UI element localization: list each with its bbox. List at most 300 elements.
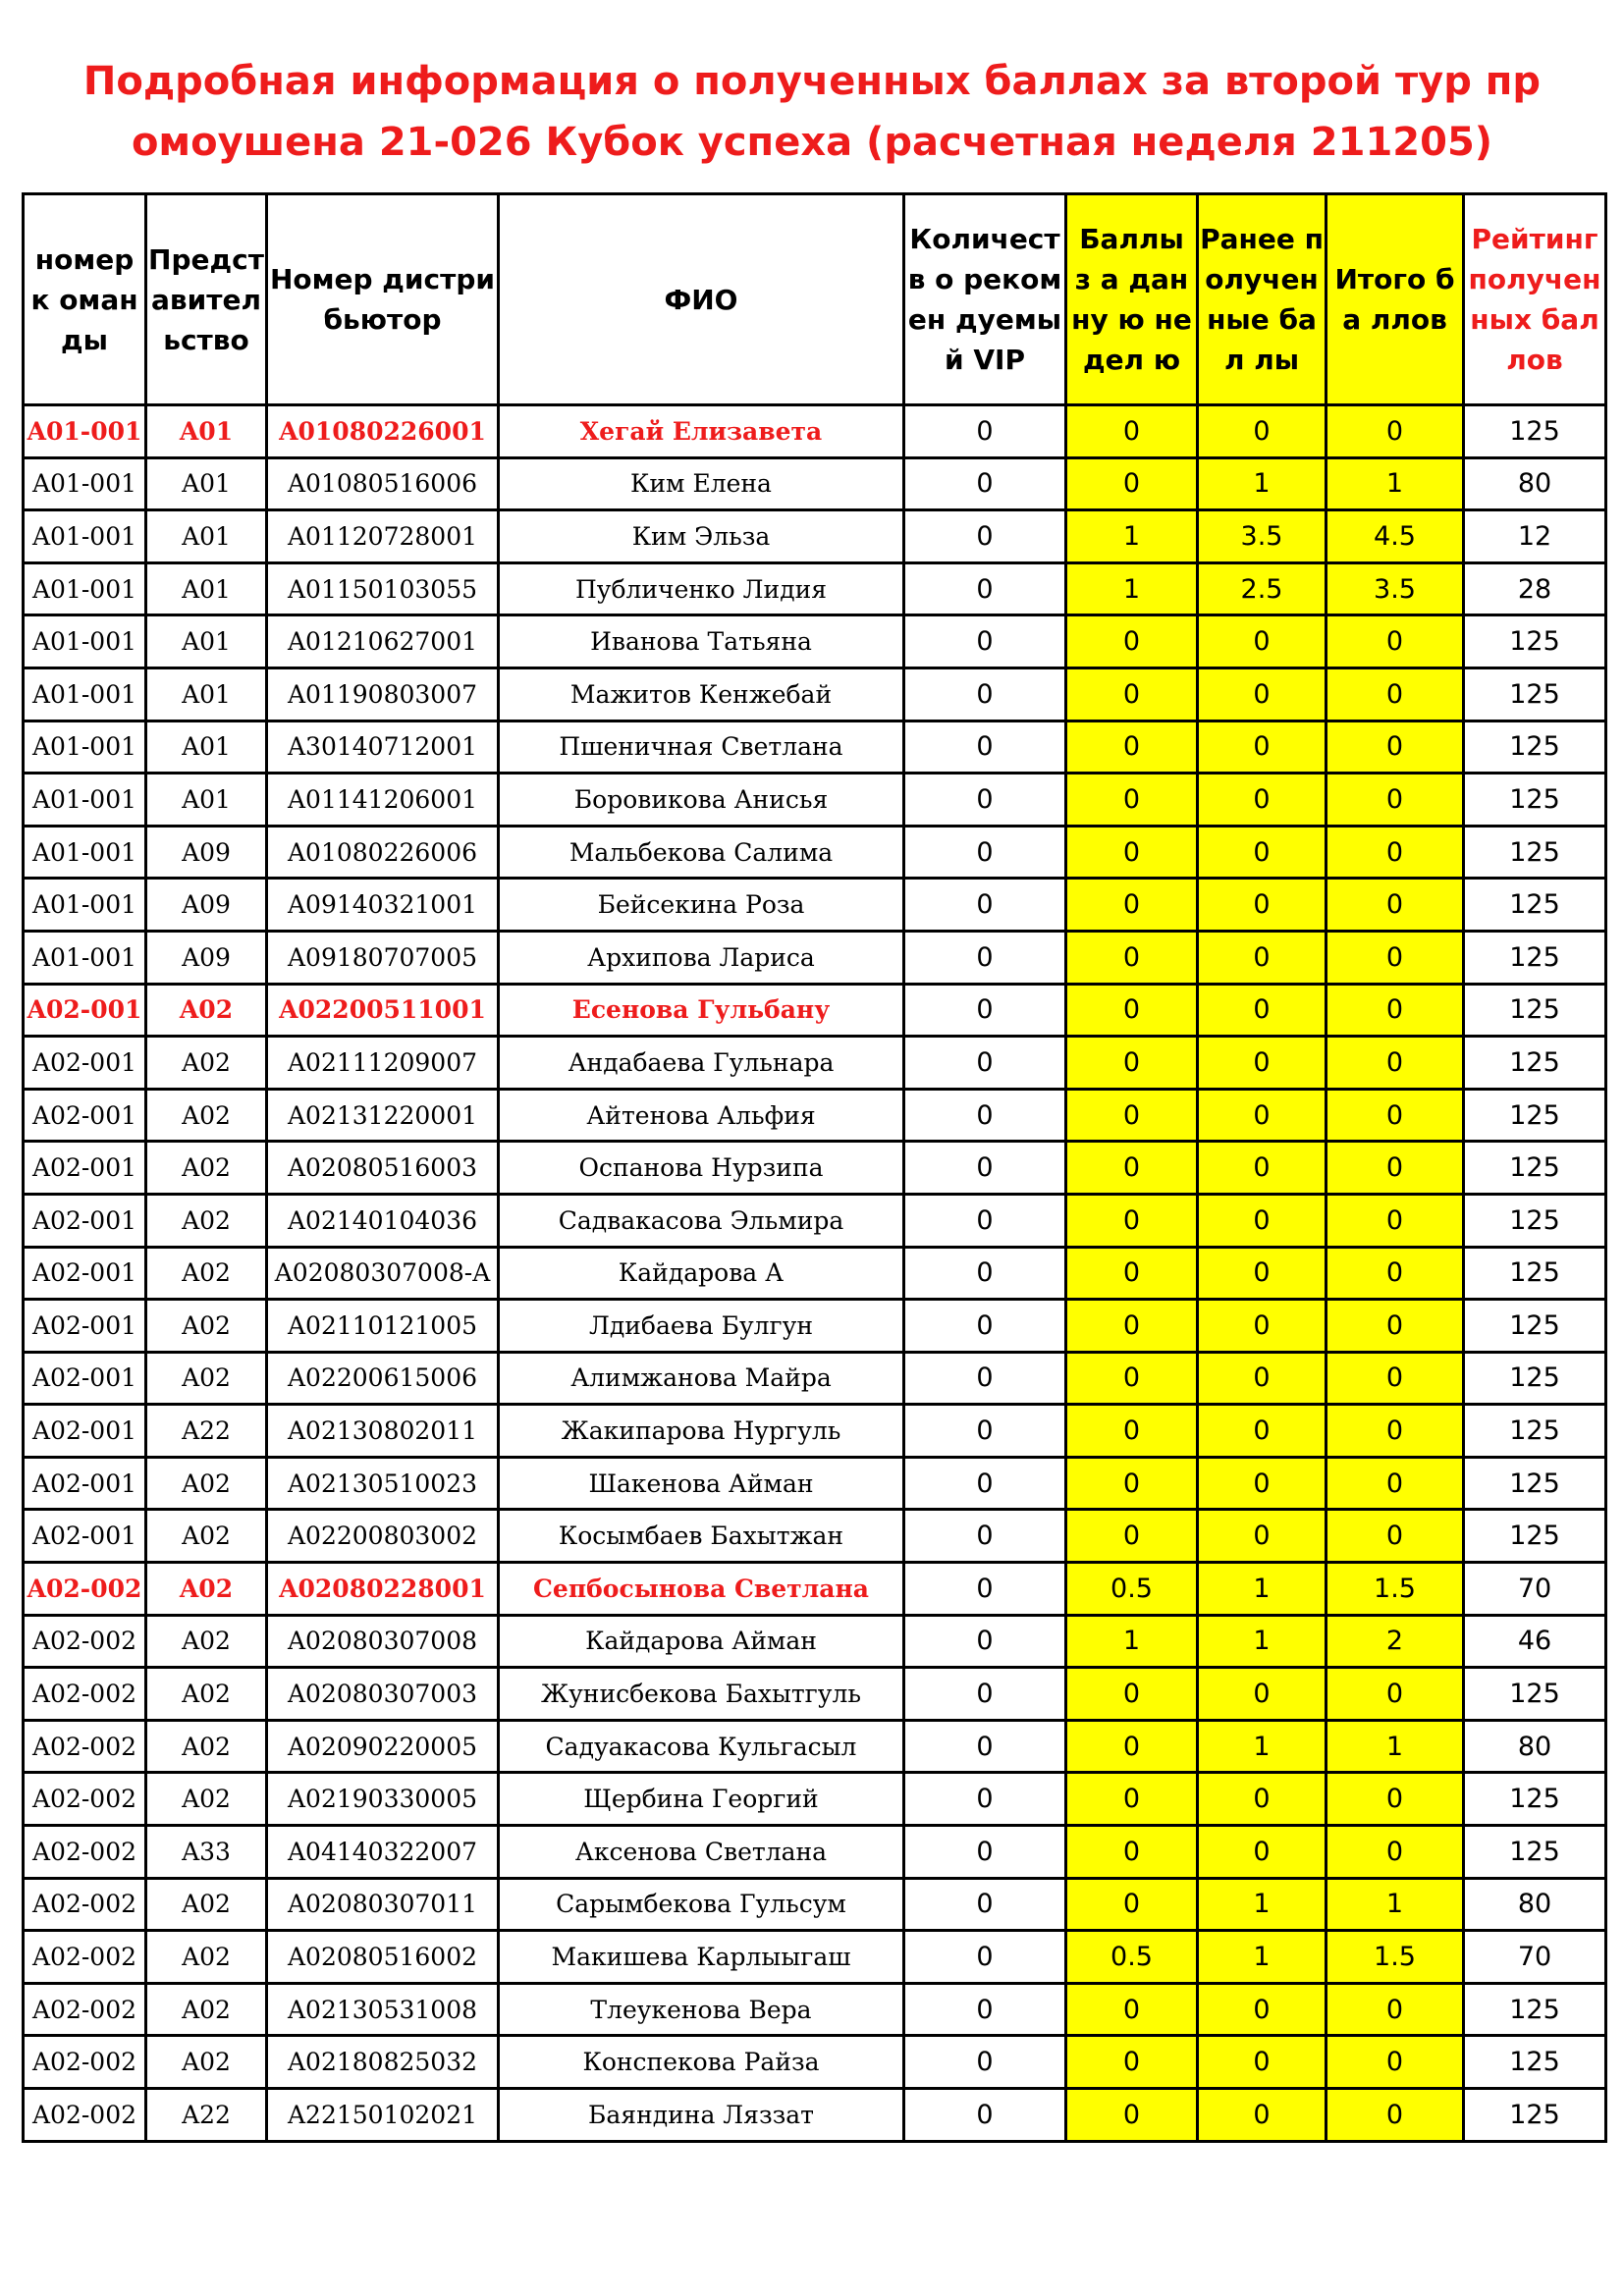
cell-previous-points: 1 bbox=[1198, 1720, 1326, 1773]
cell-full-name: Аксенова Светлана bbox=[499, 1826, 904, 1879]
cell-office: A01 bbox=[146, 510, 267, 563]
cell-team-number: A01-001 bbox=[24, 931, 146, 984]
cell-previous-points: 0 bbox=[1198, 1300, 1326, 1353]
cell-week-points: 0.5 bbox=[1066, 1931, 1198, 1984]
cell-vip-count: 0 bbox=[904, 1457, 1066, 1510]
cell-rating: 80 bbox=[1464, 1720, 1606, 1773]
header-previous-points: Ранее п олучен ные бал лы bbox=[1198, 194, 1326, 405]
cell-vip-count: 0 bbox=[904, 879, 1066, 932]
cell-full-name: Айтенова Альфия bbox=[499, 1089, 904, 1142]
cell-previous-points: 0 bbox=[1198, 1352, 1326, 1405]
table-row bbox=[24, 774, 1606, 827]
cell-team-number: A02-001 bbox=[24, 1300, 146, 1353]
cell-rating: 125 bbox=[1464, 1089, 1606, 1142]
cell-rating: 125 bbox=[1464, 667, 1606, 721]
cell-total-points: 0 bbox=[1326, 826, 1464, 879]
cell-office: A01 bbox=[146, 457, 267, 510]
cell-team-number: A02-002 bbox=[24, 1615, 146, 1668]
cell-vip-count: 0 bbox=[904, 1668, 1066, 1721]
cell-week-points: 0 bbox=[1066, 1300, 1198, 1353]
cell-office: A02 bbox=[146, 1247, 267, 1300]
cell-previous-points: 0 bbox=[1198, 615, 1326, 668]
cell-total-points: 0 bbox=[1326, 2089, 1464, 2142]
cell-previous-points: 0 bbox=[1198, 1037, 1326, 1090]
cell-week-points: 1 bbox=[1066, 562, 1198, 615]
cell-week-points: 0 bbox=[1066, 457, 1198, 510]
cell-full-name: Лдибаева Булгун bbox=[499, 1300, 904, 1353]
cell-vip-count: 0 bbox=[904, 826, 1066, 879]
cell-vip-count: 0 bbox=[904, 931, 1066, 984]
cell-distributor-number: A02080516003 bbox=[267, 1142, 499, 1195]
cell-office: A33 bbox=[146, 1826, 267, 1879]
cell-team-number: A02-002 bbox=[24, 1983, 146, 2036]
cell-total-points: 3.5 bbox=[1326, 562, 1464, 615]
cell-vip-count: 0 bbox=[904, 774, 1066, 827]
cell-total-points: 1 bbox=[1326, 1878, 1464, 1931]
cell-distributor-number: A01080516006 bbox=[267, 457, 499, 510]
cell-rating: 125 bbox=[1464, 1457, 1606, 1510]
cell-vip-count: 0 bbox=[904, 1089, 1066, 1142]
cell-rating: 80 bbox=[1464, 1878, 1606, 1931]
cell-week-points: 0 bbox=[1066, 615, 1198, 668]
cell-vip-count: 0 bbox=[904, 1247, 1066, 1300]
cell-week-points: 0.5 bbox=[1066, 1563, 1198, 1616]
cell-full-name: Мажитов Кенжебай bbox=[499, 667, 904, 721]
cell-rating: 125 bbox=[1464, 1405, 1606, 1458]
cell-distributor-number: A01080226001 bbox=[267, 405, 499, 458]
cell-rating: 125 bbox=[1464, 826, 1606, 879]
cell-full-name: Жакипарова Нургуль bbox=[499, 1405, 904, 1458]
cell-team-number: A02-001 bbox=[24, 984, 146, 1037]
cell-full-name: Кайдарова А bbox=[499, 1247, 904, 1300]
cell-total-points: 0 bbox=[1326, 615, 1464, 668]
cell-previous-points: 0 bbox=[1198, 1247, 1326, 1300]
cell-week-points: 1 bbox=[1066, 510, 1198, 563]
scores-table bbox=[22, 192, 1607, 2143]
cell-full-name: Ким Елена bbox=[499, 457, 904, 510]
cell-vip-count: 0 bbox=[904, 1773, 1066, 1826]
cell-week-points: 0 bbox=[1066, 879, 1198, 932]
cell-previous-points: 0 bbox=[1198, 984, 1326, 1037]
cell-previous-points: 0 bbox=[1198, 1142, 1326, 1195]
cell-previous-points: 3.5 bbox=[1198, 510, 1326, 563]
cell-team-number: A01-001 bbox=[24, 826, 146, 879]
cell-full-name: Макишева Карлыыгаш bbox=[499, 1931, 904, 1984]
cell-previous-points: 1 bbox=[1198, 457, 1326, 510]
cell-previous-points: 0 bbox=[1198, 721, 1326, 774]
table-row bbox=[24, 457, 1606, 510]
cell-team-number: A02-002 bbox=[24, 1826, 146, 1879]
cell-total-points: 0 bbox=[1326, 2036, 1464, 2089]
cell-office: A02 bbox=[146, 1457, 267, 1510]
cell-previous-points: 0 bbox=[1198, 1194, 1326, 1247]
cell-week-points: 1 bbox=[1066, 1615, 1198, 1668]
cell-previous-points: 0 bbox=[1198, 667, 1326, 721]
cell-office: A02 bbox=[146, 1668, 267, 1721]
page-title bbox=[0, 51, 1624, 173]
cell-distributor-number: A30140712001 bbox=[267, 721, 499, 774]
cell-vip-count: 0 bbox=[904, 667, 1066, 721]
cell-total-points: 0 bbox=[1326, 1037, 1464, 1090]
cell-full-name: Мальбекова Салима bbox=[499, 826, 904, 879]
table-row-team-leader bbox=[24, 405, 1606, 458]
cell-full-name: Сепбосынова Светлана bbox=[499, 1563, 904, 1616]
cell-office: A02 bbox=[146, 1615, 267, 1668]
cell-distributor-number: A02130531008 bbox=[267, 1983, 499, 2036]
cell-office: A02 bbox=[146, 1510, 267, 1563]
cell-total-points: 0 bbox=[1326, 1668, 1464, 1721]
table-row bbox=[24, 1931, 1606, 1984]
table-row bbox=[24, 826, 1606, 879]
page-title-line-1: Подробная информация о полученных баллах за второй тур пр bbox=[82, 59, 1542, 104]
cell-team-number: A01-001 bbox=[24, 721, 146, 774]
cell-rating: 125 bbox=[1464, 1037, 1606, 1090]
cell-previous-points: 0 bbox=[1198, 1668, 1326, 1721]
cell-previous-points: 0 bbox=[1198, 1983, 1326, 2036]
cell-total-points: 0 bbox=[1326, 1142, 1464, 1195]
cell-office: A02 bbox=[146, 1142, 267, 1195]
cell-rating: 125 bbox=[1464, 879, 1606, 932]
cell-full-name: Кайдарова Айман bbox=[499, 1615, 904, 1668]
cell-rating: 70 bbox=[1464, 1563, 1606, 1616]
cell-rating: 125 bbox=[1464, 1142, 1606, 1195]
cell-previous-points: 0 bbox=[1198, 879, 1326, 932]
cell-team-number: A02-001 bbox=[24, 1194, 146, 1247]
cell-full-name: Боровикова Анисья bbox=[499, 774, 904, 827]
cell-total-points: 0 bbox=[1326, 774, 1464, 827]
cell-distributor-number: A02200615006 bbox=[267, 1352, 499, 1405]
cell-distributor-number: A02080307008-A bbox=[267, 1247, 499, 1300]
cell-team-number: A02-001 bbox=[24, 1247, 146, 1300]
cell-week-points: 0 bbox=[1066, 1405, 1198, 1458]
table-row bbox=[24, 1878, 1606, 1931]
table-row bbox=[24, 721, 1606, 774]
header-team-number: номер к оманды bbox=[24, 194, 146, 405]
cell-full-name: Публиченко Лидия bbox=[499, 562, 904, 615]
cell-rating: 125 bbox=[1464, 931, 1606, 984]
cell-office: A02 bbox=[146, 1194, 267, 1247]
cell-rating: 125 bbox=[1464, 984, 1606, 1037]
cell-week-points: 0 bbox=[1066, 826, 1198, 879]
table-row bbox=[24, 1247, 1606, 1300]
cell-vip-count: 0 bbox=[904, 1878, 1066, 1931]
cell-team-number: A02-001 bbox=[24, 1510, 146, 1563]
cell-vip-count: 0 bbox=[904, 615, 1066, 668]
table-row bbox=[24, 1089, 1606, 1142]
cell-previous-points: 0 bbox=[1198, 2089, 1326, 2142]
table-row bbox=[24, 1773, 1606, 1826]
cell-vip-count: 0 bbox=[904, 2089, 1066, 2142]
cell-distributor-number: A02131220001 bbox=[267, 1089, 499, 1142]
cell-full-name: Архипова Лариса bbox=[499, 931, 904, 984]
cell-total-points: 0 bbox=[1326, 1300, 1464, 1353]
cell-office: A02 bbox=[146, 984, 267, 1037]
cell-vip-count: 0 bbox=[904, 984, 1066, 1037]
cell-distributor-number: A02190330005 bbox=[267, 1773, 499, 1826]
cell-total-points: 0 bbox=[1326, 1194, 1464, 1247]
header-distributor-number: Номер дистри бьютор bbox=[267, 194, 499, 405]
cell-rating: 125 bbox=[1464, 1510, 1606, 1563]
cell-previous-points: 0 bbox=[1198, 1826, 1326, 1879]
table-row bbox=[24, 1983, 1606, 2036]
cell-total-points: 0 bbox=[1326, 1089, 1464, 1142]
table-body bbox=[24, 405, 1606, 2142]
cell-distributor-number: A02200803002 bbox=[267, 1510, 499, 1563]
cell-office: A09 bbox=[146, 826, 267, 879]
cell-vip-count: 0 bbox=[904, 1194, 1066, 1247]
cell-team-number: A02-002 bbox=[24, 2089, 146, 2142]
cell-team-number: A02-001 bbox=[24, 1405, 146, 1458]
cell-team-number: A02-001 bbox=[24, 1142, 146, 1195]
cell-vip-count: 0 bbox=[904, 1142, 1066, 1195]
cell-week-points: 0 bbox=[1066, 2089, 1198, 2142]
cell-team-number: A01-001 bbox=[24, 457, 146, 510]
table-row bbox=[24, 879, 1606, 932]
table-row bbox=[24, 510, 1606, 563]
cell-previous-points: 0 bbox=[1198, 1773, 1326, 1826]
cell-total-points: 0 bbox=[1326, 1457, 1464, 1510]
cell-rating: 125 bbox=[1464, 1983, 1606, 2036]
cell-previous-points: 0 bbox=[1198, 1510, 1326, 1563]
cell-total-points: 0 bbox=[1326, 405, 1464, 458]
cell-team-number: A02-002 bbox=[24, 1878, 146, 1931]
table-row bbox=[24, 1037, 1606, 1090]
cell-previous-points: 0 bbox=[1198, 774, 1326, 827]
cell-week-points: 0 bbox=[1066, 1194, 1198, 1247]
cell-total-points: 2 bbox=[1326, 1615, 1464, 1668]
cell-vip-count: 0 bbox=[904, 510, 1066, 563]
page-title-line-2: омоушена 21-026 Кубок успеха (расчетная неделя 211205) bbox=[131, 120, 1493, 165]
cell-total-points: 0 bbox=[1326, 931, 1464, 984]
table-row bbox=[24, 931, 1606, 984]
cell-office: A01 bbox=[146, 405, 267, 458]
cell-week-points: 0 bbox=[1066, 1878, 1198, 1931]
cell-total-points: 4.5 bbox=[1326, 510, 1464, 563]
cell-full-name: Ким Эльза bbox=[499, 510, 904, 563]
cell-full-name: Сарымбекова Гульсум bbox=[499, 1878, 904, 1931]
cell-distributor-number: A22150102021 bbox=[267, 2089, 499, 2142]
cell-full-name: Садуакасова Кульгасыл bbox=[499, 1720, 904, 1773]
cell-rating: 125 bbox=[1464, 405, 1606, 458]
cell-team-number: A02-001 bbox=[24, 1037, 146, 1090]
cell-team-number: A02-001 bbox=[24, 1457, 146, 1510]
cell-previous-points: 0 bbox=[1198, 1405, 1326, 1458]
cell-total-points: 0 bbox=[1326, 1405, 1464, 1458]
cell-total-points: 1.5 bbox=[1326, 1931, 1464, 1984]
cell-team-number: A01-001 bbox=[24, 405, 146, 458]
cell-full-name: Баяндина Ляззат bbox=[499, 2089, 904, 2142]
cell-office: A22 bbox=[146, 1405, 267, 1458]
cell-week-points: 0 bbox=[1066, 1457, 1198, 1510]
cell-full-name: Тлеукенова Вера bbox=[499, 1983, 904, 2036]
cell-week-points: 0 bbox=[1066, 1352, 1198, 1405]
cell-full-name: Андабаева Гульнара bbox=[499, 1037, 904, 1090]
cell-week-points: 0 bbox=[1066, 1826, 1198, 1879]
table-row bbox=[24, 1720, 1606, 1773]
cell-team-number: A02-002 bbox=[24, 1931, 146, 1984]
cell-rating: 125 bbox=[1464, 1826, 1606, 1879]
cell-distributor-number: A01080226006 bbox=[267, 826, 499, 879]
cell-week-points: 0 bbox=[1066, 2036, 1198, 2089]
cell-rating: 125 bbox=[1464, 615, 1606, 668]
header-rating: Рейтинг получен ных бал лов bbox=[1464, 194, 1606, 405]
header-full-name: ФИО bbox=[499, 194, 904, 405]
cell-distributor-number: A01210627001 bbox=[267, 615, 499, 668]
cell-total-points: 1.5 bbox=[1326, 1563, 1464, 1616]
cell-week-points: 0 bbox=[1066, 1247, 1198, 1300]
table-row bbox=[24, 615, 1606, 668]
cell-previous-points: 0 bbox=[1198, 405, 1326, 458]
cell-previous-points: 1 bbox=[1198, 1615, 1326, 1668]
cell-vip-count: 0 bbox=[904, 2036, 1066, 2089]
cell-week-points: 0 bbox=[1066, 1510, 1198, 1563]
cell-vip-count: 0 bbox=[904, 1037, 1066, 1090]
cell-distributor-number: A02110121005 bbox=[267, 1300, 499, 1353]
cell-vip-count: 0 bbox=[904, 1931, 1066, 1984]
cell-vip-count: 0 bbox=[904, 405, 1066, 458]
header-office: Предст авител ьство bbox=[146, 194, 267, 405]
cell-distributor-number: A04140322007 bbox=[267, 1826, 499, 1879]
cell-rating: 125 bbox=[1464, 1773, 1606, 1826]
header-vip-count: Количеств о рекомен дуемый VIP bbox=[904, 194, 1066, 405]
cell-previous-points: 0 bbox=[1198, 2036, 1326, 2089]
cell-full-name: Косымбаев Бахытжан bbox=[499, 1510, 904, 1563]
cell-week-points: 0 bbox=[1066, 774, 1198, 827]
cell-distributor-number: A02080307003 bbox=[267, 1668, 499, 1721]
cell-full-name: Садвакасова Эльмира bbox=[499, 1194, 904, 1247]
cell-previous-points: 1 bbox=[1198, 1878, 1326, 1931]
cell-office: A02 bbox=[146, 2036, 267, 2089]
cell-week-points: 0 bbox=[1066, 405, 1198, 458]
table-row bbox=[24, 1510, 1606, 1563]
cell-vip-count: 0 bbox=[904, 1720, 1066, 1773]
cell-office: A01 bbox=[146, 774, 267, 827]
cell-rating: 125 bbox=[1464, 1194, 1606, 1247]
cell-week-points: 0 bbox=[1066, 1089, 1198, 1142]
cell-week-points: 0 bbox=[1066, 667, 1198, 721]
cell-rating: 125 bbox=[1464, 1300, 1606, 1353]
cell-distributor-number: A09140321001 bbox=[267, 879, 499, 932]
table-row-team-leader bbox=[24, 1563, 1606, 1616]
cell-team-number: A02-002 bbox=[24, 1720, 146, 1773]
cell-distributor-number: A02180825032 bbox=[267, 2036, 499, 2089]
cell-team-number: A01-001 bbox=[24, 615, 146, 668]
cell-distributor-number: A02130510023 bbox=[267, 1457, 499, 1510]
cell-office: A02 bbox=[146, 1563, 267, 1616]
cell-full-name: Есенова Гульбану bbox=[499, 984, 904, 1037]
cell-previous-points: 0 bbox=[1198, 826, 1326, 879]
table-row bbox=[24, 1142, 1606, 1195]
cell-team-number: A01-001 bbox=[24, 667, 146, 721]
cell-full-name: Шакенова Айман bbox=[499, 1457, 904, 1510]
cell-rating: 28 bbox=[1464, 562, 1606, 615]
cell-total-points: 0 bbox=[1326, 721, 1464, 774]
cell-total-points: 1 bbox=[1326, 457, 1464, 510]
cell-total-points: 0 bbox=[1326, 1826, 1464, 1879]
cell-total-points: 0 bbox=[1326, 1247, 1464, 1300]
cell-office: A01 bbox=[146, 615, 267, 668]
cell-week-points: 0 bbox=[1066, 721, 1198, 774]
cell-full-name: Щербина Георгий bbox=[499, 1773, 904, 1826]
cell-total-points: 0 bbox=[1326, 667, 1464, 721]
table-header-row bbox=[24, 194, 1606, 405]
cell-rating: 125 bbox=[1464, 774, 1606, 827]
cell-team-number: A01-001 bbox=[24, 879, 146, 932]
cell-office: A02 bbox=[146, 1720, 267, 1773]
table-row bbox=[24, 1300, 1606, 1353]
cell-total-points: 0 bbox=[1326, 1773, 1464, 1826]
cell-distributor-number: A09180707005 bbox=[267, 931, 499, 984]
cell-office: A02 bbox=[146, 1773, 267, 1826]
cell-team-number: A01-001 bbox=[24, 774, 146, 827]
table-row bbox=[24, 1457, 1606, 1510]
table-row bbox=[24, 2036, 1606, 2089]
cell-team-number: A01-001 bbox=[24, 562, 146, 615]
cell-team-number: A02-001 bbox=[24, 1089, 146, 1142]
cell-distributor-number: A02080307008 bbox=[267, 1615, 499, 1668]
cell-team-number: A02-002 bbox=[24, 1773, 146, 1826]
cell-full-name: Иванова Татьяна bbox=[499, 615, 904, 668]
table-row bbox=[24, 1826, 1606, 1879]
table-row bbox=[24, 562, 1606, 615]
table-row-team-leader bbox=[24, 984, 1606, 1037]
cell-team-number: A02-002 bbox=[24, 1668, 146, 1721]
table-row bbox=[24, 1668, 1606, 1721]
cell-vip-count: 0 bbox=[904, 1300, 1066, 1353]
cell-team-number: A02-002 bbox=[24, 1563, 146, 1616]
cell-full-name: Хегай Елизавета bbox=[499, 405, 904, 458]
cell-rating: 12 bbox=[1464, 510, 1606, 563]
cell-rating: 125 bbox=[1464, 2036, 1606, 2089]
cell-office: A02 bbox=[146, 1878, 267, 1931]
cell-office: A09 bbox=[146, 931, 267, 984]
cell-vip-count: 0 bbox=[904, 1405, 1066, 1458]
cell-full-name: Бейсекина Роза bbox=[499, 879, 904, 932]
header-total-points: Итого ба ллов bbox=[1326, 194, 1464, 405]
cell-vip-count: 0 bbox=[904, 1352, 1066, 1405]
cell-rating: 125 bbox=[1464, 721, 1606, 774]
cell-office: A22 bbox=[146, 2089, 267, 2142]
cell-total-points: 0 bbox=[1326, 1983, 1464, 2036]
cell-distributor-number: A02080516002 bbox=[267, 1931, 499, 1984]
cell-rating: 125 bbox=[1464, 2089, 1606, 2142]
cell-vip-count: 0 bbox=[904, 721, 1066, 774]
cell-previous-points: 1 bbox=[1198, 1931, 1326, 1984]
cell-distributor-number: A02080307011 bbox=[267, 1878, 499, 1931]
cell-office: A02 bbox=[146, 1300, 267, 1353]
cell-distributor-number: A02200511001 bbox=[267, 984, 499, 1037]
cell-office: A02 bbox=[146, 1037, 267, 1090]
cell-office: A01 bbox=[146, 721, 267, 774]
cell-week-points: 0 bbox=[1066, 1142, 1198, 1195]
cell-distributor-number: A02080228001 bbox=[267, 1563, 499, 1616]
cell-distributor-number: A01150103055 bbox=[267, 562, 499, 615]
cell-office: A01 bbox=[146, 562, 267, 615]
cell-distributor-number: A01120728001 bbox=[267, 510, 499, 563]
cell-team-number: A02-002 bbox=[24, 2036, 146, 2089]
cell-office: A09 bbox=[146, 879, 267, 932]
cell-full-name: Оспанова Нурзипа bbox=[499, 1142, 904, 1195]
cell-full-name: Алимжанова Майра bbox=[499, 1352, 904, 1405]
cell-vip-count: 0 bbox=[904, 1510, 1066, 1563]
cell-vip-count: 0 bbox=[904, 1826, 1066, 1879]
cell-office: A02 bbox=[146, 1983, 267, 2036]
cell-total-points: 0 bbox=[1326, 879, 1464, 932]
cell-distributor-number: A01190803007 bbox=[267, 667, 499, 721]
table-row bbox=[24, 1405, 1606, 1458]
cell-full-name: Конспекова Райза bbox=[499, 2036, 904, 2089]
cell-week-points: 0 bbox=[1066, 1720, 1198, 1773]
